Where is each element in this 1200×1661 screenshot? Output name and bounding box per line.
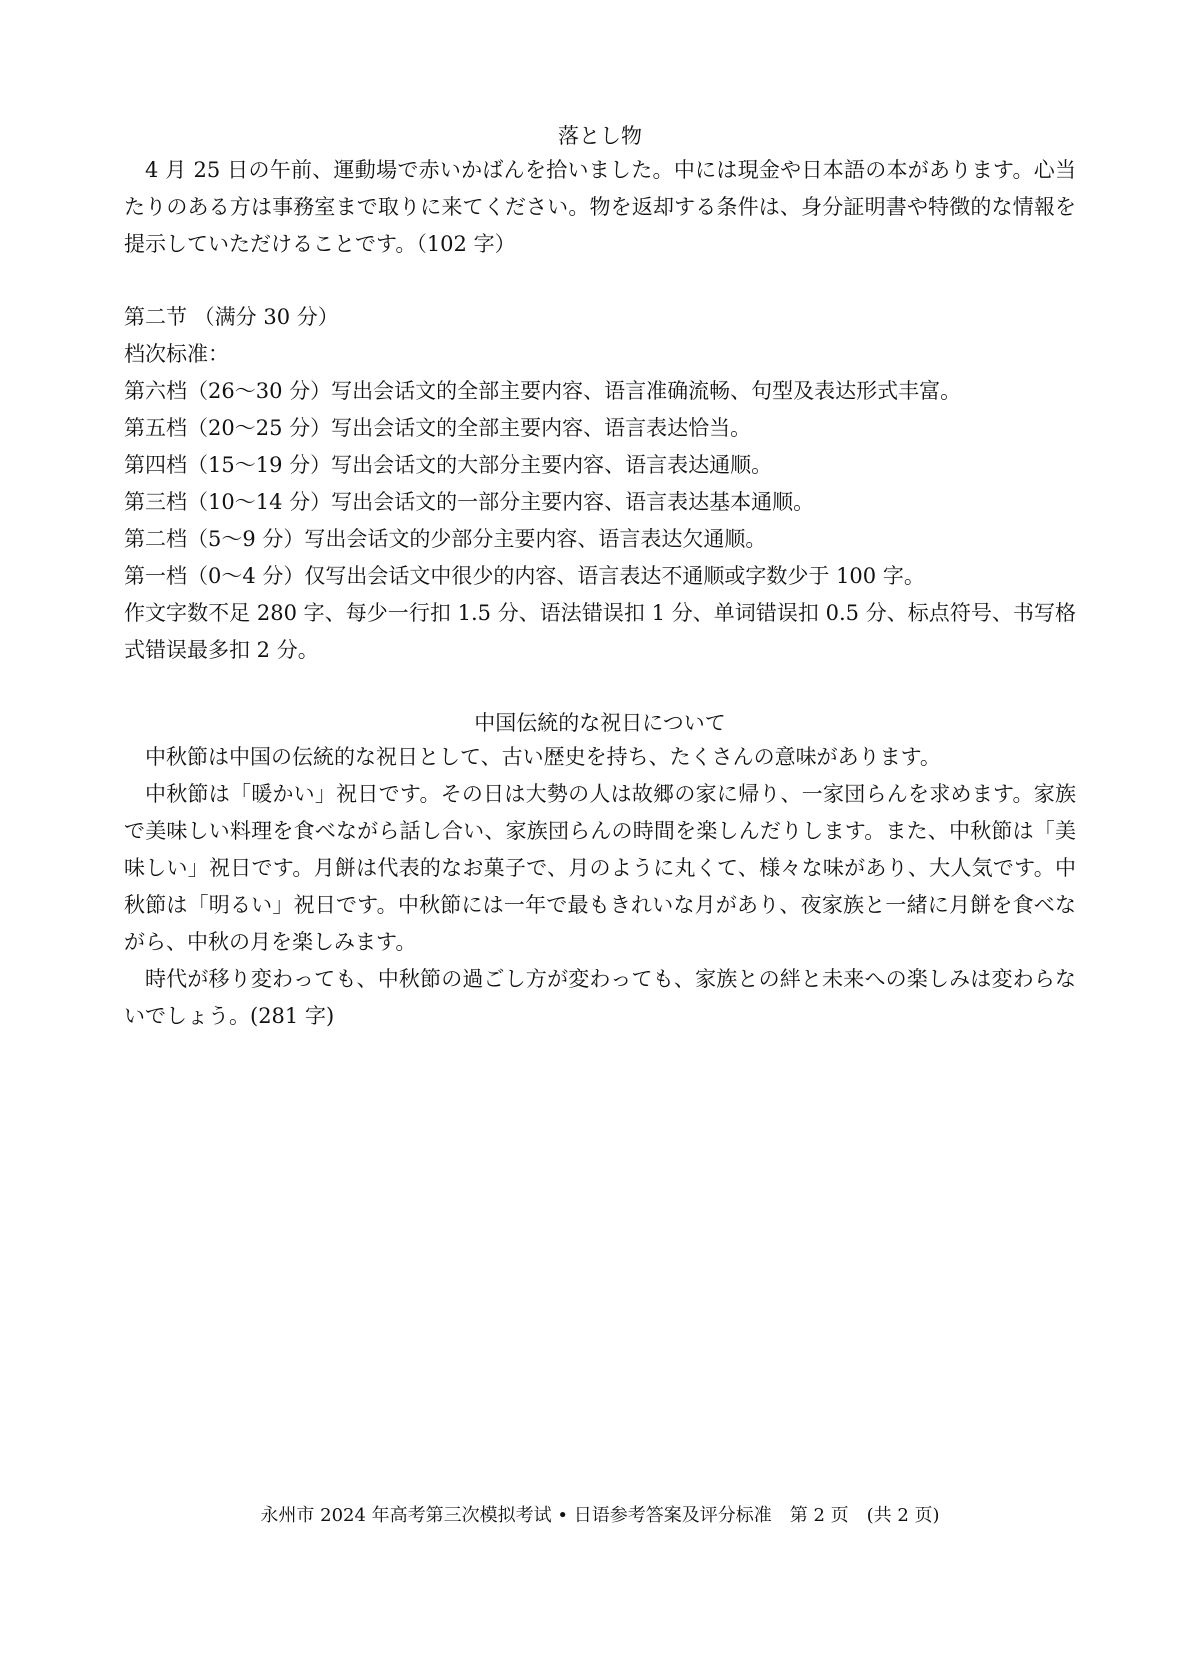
criteria-level-6: 第六档（26～30 分）写出会话文的全部主要内容、语言准确流畅、句型及表达形式丰富。 (124, 379, 962, 403)
section2-heading: 第二节 （满分 30 分） (124, 305, 339, 329)
essay-paragraph-1: 中秋節は中国の伝統的な祝日として、古い歴史を持ち、たくさんの意味があります。 (145, 745, 941, 769)
page-footer: 永州市 2024 年高考第三次模拟考试 • 日语参考答案及评分标准 第 2 页 (共 2 页) (260, 1505, 940, 1526)
criteria-label: 档次标准： (124, 342, 229, 366)
criteria-level-3: 第三档（10～14 分）写出会话文的一部分主要内容、语言表达基本通顺。 (124, 490, 815, 514)
lost-item-paragraph: 4 月 25 日の午前、運動場で赤いかばんを拾いました。中には現金や日本語の本があります。心当たりのある方は事務室まで取りに来てください。物を返却する条件は、身分証明書や特徴的な情報を提示していただけることです。（102 字） (124, 158, 1076, 256)
essay-title: 中国伝統的な祝日について (474, 711, 726, 735)
essay-paragraph-3: 時代が移り変わっても、中秋節の過ごし方が変わっても、家族との絆と未来への楽しみは変わらないでしょう。(281 字) (124, 967, 1076, 1028)
document-body (124, 120, 1076, 1035)
criteria-level-2: 第二档（5～9 分）写出会话文的少部分主要内容、语言表达欠通顺。 (124, 527, 767, 551)
essay-paragraph-2: 中秋節は「暖かい」祝日です。その日は大勢の人は故郷の家に帰り、一家団らんを求めます。家族で美味しい料理を食べながら話し合い、家族団らんの時間を楽しんだりします。また、中秋節は「美味しい」祝日です。月餅は代表的なお菓子で、月のように丸くて、様々な味があり、大人気です。中秋節は「明るい」祝日です。中秋節には一年で最もきれいな月があり、夜家族と一緒に月餅を食べながら、中秋の月を楽しみます。 (124, 782, 1076, 954)
criteria-level-4: 第四档（15～19 分）写出会话文的大部分主要内容、语言表达通顺。 (124, 453, 773, 477)
criteria-level-5: 第五档（20～25 分）写出会话文的全部主要内容、语言表达恰当。 (124, 416, 752, 440)
spacer (124, 263, 1076, 299)
criteria-level-1: 第一档（0～4 分）仅写出会话文中很少的内容、语言表达不通顺或字数少于 100 字。 (124, 564, 925, 588)
lost-item-title: 落とし物 (558, 124, 642, 148)
spacer (124, 669, 1076, 707)
deduction-note: 作文字数不足 280 字、每少一行扣 1.5 分、语法错误扣 1 分、单词错误扣 0.5 分、标点符号、书写格式错误最多扣 2 分。 (124, 601, 1076, 662)
